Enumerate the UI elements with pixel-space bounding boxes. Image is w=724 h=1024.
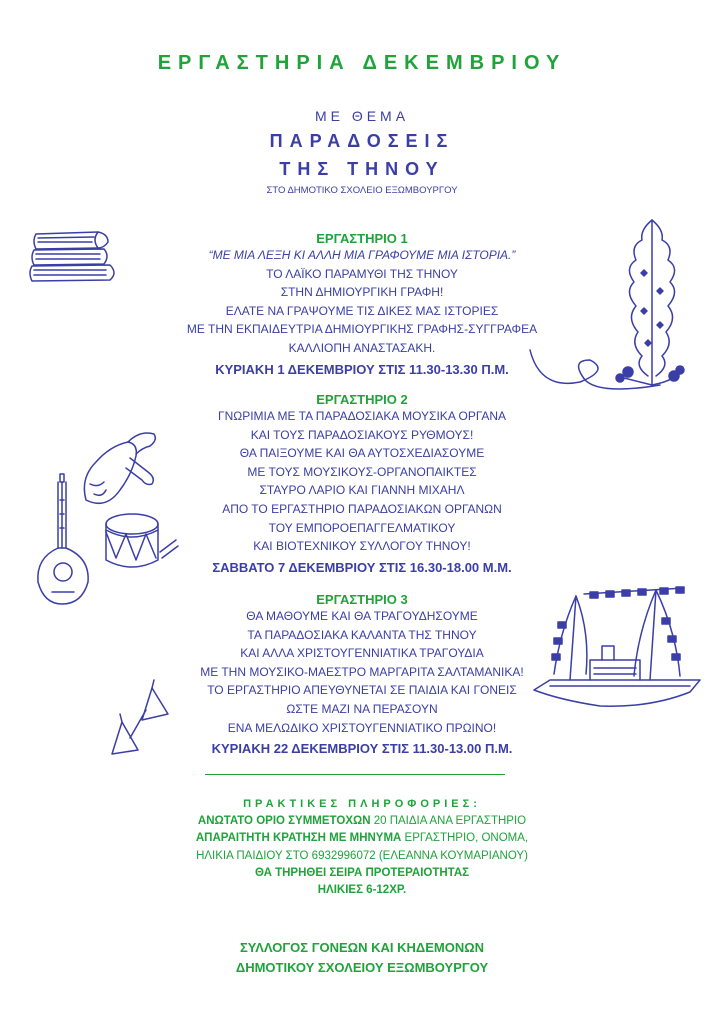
workshop-1-heading: ΕΡΓΑΣΤΗΡΙΟ 1 xyxy=(316,231,408,246)
workshop-2-line: ΤΟΥ ΕΜΠΟΡΟΕΠΑΓΓΕΛΜΑΤΙΚΟΥ xyxy=(268,520,456,535)
workshop-2-line: ΘΑ ΠΑΙΞΟΥΜΕ ΚΑΙ ΘΑ ΑΥΤΟΣΧΕΔΙΑΣΟΥΜΕ xyxy=(239,446,485,461)
workshop-2-line: ΑΠΟ ΤΟ ΕΡΓΑΣΤΗΡΙΟ ΠΑΡΑΔΟΣΙΑΚΩΝ ΟΡΓΑΝΩΝ xyxy=(222,501,502,516)
info-label-max: ΑΝΩΤΑΤΟ ΟΡΙΟ ΣΥΜΜΕΤΟΧΩΝ xyxy=(197,815,371,828)
practical-info-heading: ΠΡΑΚΤΙΚΕΣ ΠΛΗΡΟΦΟΡΙΕΣ: xyxy=(243,798,481,810)
topic-title-line2: ΤΗΣ ΤΗΝΟΥ xyxy=(279,159,445,179)
workshop-1-line: ΜΕ ΤΗΝ ΕΚΠΑΙΔΕΥΤΡΙΑ ΔΗΜΙΟΥΡΓΙΚΗΣ ΓΡΑΦΗΣ-ΣΥΓΓΡΑΦΕΑ xyxy=(186,322,538,337)
workshop-3-line: ΜΕ ΤΗΝ ΜΟΥΣΙΚΟ-ΜΑΕΣΤΡΟ ΜΑΡΓΑΡΙΤΑ ΣΑΛΤΑΜΑΝΙΚΑ! xyxy=(200,664,524,679)
books-icon xyxy=(28,228,128,288)
plant-icon xyxy=(520,210,710,400)
footer-line-2: ΔΗΜΟΤΙΚΟΥ ΣΧΟΛΕΙΟΥ ΕΞΩΜΒΟΥΡΓΟΥ xyxy=(235,960,489,975)
workshop-3-line: ΕΝΑ ΜΕΛΩΔΙΚΟ ΧΡΙΣΤΟΥΓΕΝΝΙΑΤΙΚΟ ΠΡΩΙΝΟ! xyxy=(227,720,497,735)
workshop-1-line: ΕΛΑΤΕ ΝΑ ΓΡΑΨΟΥΜΕ ΤΙΣ ΔΙΚΕΣ ΜΑΣ ΙΣΤΟΡΙΕΣ xyxy=(225,303,499,318)
divider xyxy=(205,774,505,775)
workshop-3-line: ΚΑΙ ΑΛΛΑ ΧΡΙΣΤΟΥΓΕΝΝΙΑΤΙΚΑ ΤΡΑΓΟΥΔΙΑ xyxy=(240,646,484,661)
footer-line-1: ΣΥΛΛΟΓΟΣ ΓΟΝΕΩΝ ΚΑΙ ΚΗΔΕΜΟΝΩΝ xyxy=(239,940,485,955)
info-line-booking xyxy=(0,830,724,847)
info-line-priority: ΘΑ ΤΗΡΗΘΕΙ ΣΕΙΡΑ ΠΡΟΤΕΡΑΙΟΤΗΤΑΣ xyxy=(254,866,470,879)
workshop-3-line: ΩΣΤΕ ΜΑΖΙ ΝΑ ΠΕΡΑΣΟΥΝ xyxy=(286,701,438,716)
page-title: ΕΡΓΑΣΤΗΡΙΑ ΔΕΚΕΜΒΡΙΟΥ xyxy=(157,52,567,74)
workshop-2-line: ΚΑΙ ΤΟΥΣ ΠΑΡΑΔΟΣΙΑΚΟΥΣ ΡΥΘΜΟΥΣ! xyxy=(250,427,474,442)
workshop-3-line: ΤΑ ΠΑΡΑΔΟΣΙΑΚΑ ΚΑΛΑΝΤΑ ΤΗΣ ΤΗΝΟΥ xyxy=(247,627,477,642)
location-text: ΣΤΟ ΔΗΜΟΤΙΚΟ ΣΧΟΛΕΙΟ ΕΞΩΜΒΟΥΡΓΟΥ xyxy=(266,185,458,196)
info-value-max: 20 ΠΑΙΔΙΑ ΑΝΑ ΕΡΓΑΣΤΗΡΙΟ xyxy=(370,815,527,828)
workshop-1-quote: “ΜΕ ΜΙΑ ΛΕΞΗ ΚΙ ΑΛΛΗ ΜΙΑ ΓΡΑΦΟΥΜΕ ΜΙΑ ΙΣΤΟΡΙΑ.” xyxy=(208,248,516,262)
workshop-3-line: ΘΑ ΜΑΘΟΥΜΕ ΚΑΙ ΘΑ ΤΡΑΓΟΥΔΗΣΟΥΜΕ xyxy=(246,609,478,623)
workshop-2-line: ΜΕ ΤΟΥΣ ΜΟΥΣΙΚΟΥΣ-ΟΡΓΑΝΟΠΑΙΚΤΕΣ xyxy=(247,464,477,479)
info-line-max-participants xyxy=(0,813,724,830)
workshop-1-line: ΣΤΗΝ ΔΗΜΙΟΥΡΓΙΚΗ ΓΡΑΦΗ! xyxy=(280,285,444,300)
workshop-2-heading: ΕΡΓΑΣΤΗΡΙΟ 2 xyxy=(316,392,408,407)
workshop-3-heading: ΕΡΓΑΣΤΗΡΙΟ 3 xyxy=(316,592,408,607)
lute-icon xyxy=(30,470,100,610)
workshop-2-line: ΓΝΩΡΙΜΙΑ ΜΕ ΤΑ ΠΑΡΑΔΟΣΙΑΚΑ ΜΟΥΣΙΚΑ ΟΡΓΑΝΑ xyxy=(217,409,507,423)
drum-icon xyxy=(102,510,182,580)
topic-title-line1: ΠΑΡΑΔΟΣΕΙΣ xyxy=(269,131,455,151)
workshop-1-line: ΚΑΛΛΙΟΠΗ ΑΝΑΣΤΑΣΑΚΗ. xyxy=(288,340,436,355)
footer-organization xyxy=(0,938,724,978)
triangles-icon xyxy=(106,680,176,760)
practical-info xyxy=(0,796,724,899)
workshop-1-line: ΤΟ ΛΑΪΚΟ ΠΑΡΑΜΥΘΙ ΤΗΣ ΤΗΝΟΥ xyxy=(266,266,458,281)
info-value-booking: ΕΡΓΑΣΤΗΡΙΟ, ΟΝΟΜΑ, xyxy=(401,832,529,845)
subtitle-label: ΜΕ ΘΕΜΑ xyxy=(314,108,410,124)
workshop-3-date: ΚΥΡΙΑΚΗ 22 ΔΕΚΕΜΒΡΙΟΥ ΣΤΙΣ 11.30-13.00 Π.Μ. xyxy=(211,741,513,757)
info-line-contact: ΗΛΙΚΙΑ ΠΑΙΔΙΟΥ ΣΤΟ 6932996072 (ΕΛΕΑΝΝΑ ΚΟΥΜΑΡΙΑΝΟΥ) xyxy=(196,849,528,862)
workshop-2-date: ΣΑΒΒΑΤΟ 7 ΔΕΚΕΜΒΡΙΟΥ ΣΤΙΣ 16.30-18.00 Μ.Μ. xyxy=(212,559,512,575)
workshop-1-date: ΚΥΡΙΑΚΗ 1 ΔΕΚΕΜΒΡΙΟΥ ΣΤΙΣ 11.30-13.30 Π.Μ. xyxy=(215,361,509,377)
workshop-2-line: ΣΤΑΥΡΟ ΛΑΡΙΟ ΚΑΙ ΓΙΑΝΝΗ ΜΙΧΑΗΛ xyxy=(259,483,465,498)
info-line-ages: ΗΛΙΚΙΕΣ 6-12ΧΡ. xyxy=(317,884,407,897)
ship-icon xyxy=(530,582,710,722)
workshop-2-line: ΚΑΙ ΒΙΟΤΕΧΝΙΚΟΥ ΣΥΛΛΟΓΟΥ ΤΗΝΟΥ! xyxy=(253,539,471,554)
info-label-booking: ΑΠΑΡΑΙΤΗΤΗ ΚΡΑΤΗΣΗ ΜΕ ΜΗΝΥΜΑ xyxy=(195,832,402,845)
workshop-3-line: ΤΟ ΕΡΓΑΣΤΗΡΙΟ ΑΠΕΥΘΥΝΕΤΑΙ ΣΕ ΠΑΙΔΙΑ ΚΑΙ ΓΟΝΕΙΣ xyxy=(207,683,517,698)
